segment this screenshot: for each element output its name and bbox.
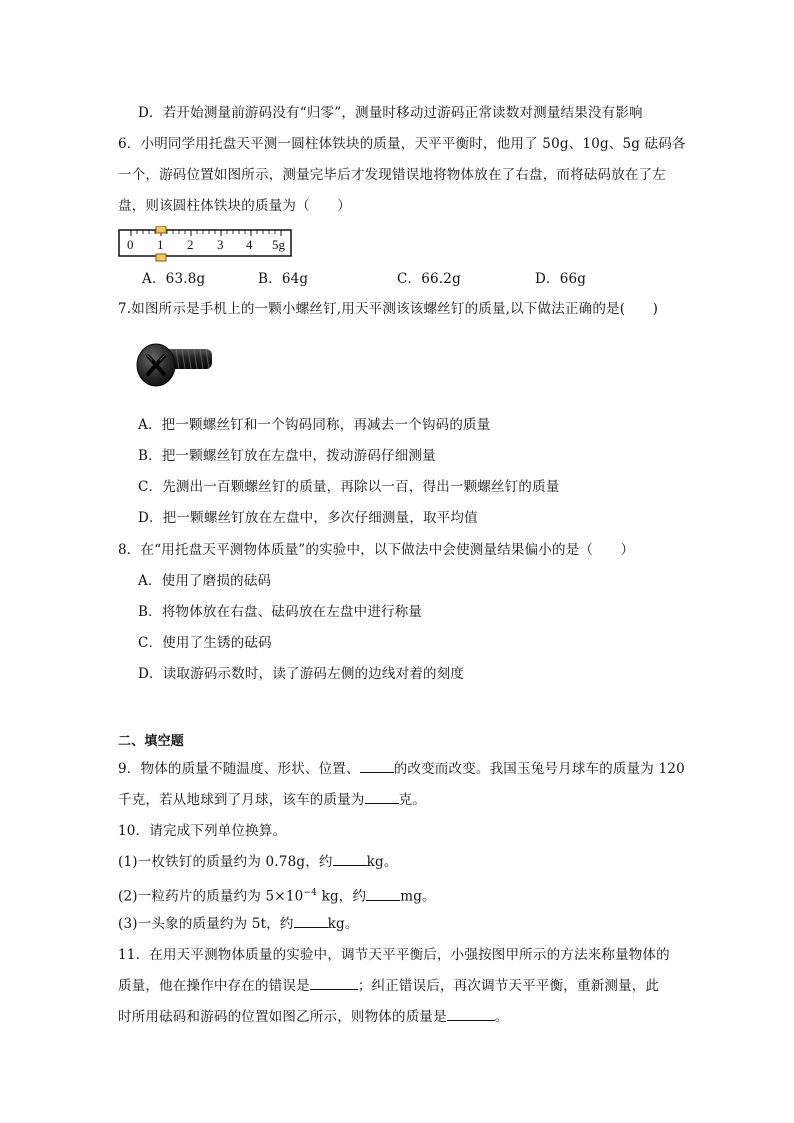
q7-option-a: A．把一颗螺丝钉和一个钩码同称，再减去一个钩码的质量	[138, 417, 491, 433]
q8-option-b: B．将物体放在右盘、砝码放在左盘中进行称量	[138, 604, 423, 620]
q6-stem-line1: 6．小明同学用托盘天平测一圆柱体铁块的质量，天平平衡时，他用了 50g、10g、5g 砝码各	[118, 136, 686, 152]
q10-p3-unit: kg。	[327, 916, 359, 932]
q6-option-a: A．63.8g	[142, 271, 206, 287]
q8-option-c: C．使用了生锈的砝码	[138, 635, 272, 651]
q10-p2-unit2: mg。	[400, 888, 436, 905]
scale-frame	[119, 230, 291, 256]
q10-part2	[118, 884, 436, 906]
q11-blank-1[interactable]	[310, 977, 358, 990]
q6-option-d: D．66g	[535, 271, 587, 287]
q11-line1: 11．在用天平测物体质量的实验中，调节天平平衡后，小强按图甲所示的方法来称量物体的	[118, 947, 670, 963]
q9-line2	[118, 791, 426, 809]
q7-option-b: B．把一颗螺丝钉放在左盘中，拨动游码仔细测量	[138, 448, 436, 464]
q10-p2-unit: kg，约	[317, 888, 367, 905]
q11-text-c: 时所用砝码和游码的位置如图乙所示，则物体的质量是	[118, 1009, 447, 1025]
scale-label-0: 0	[127, 237, 134, 252]
q9-text-c: 千克，若从地球到了月球，该车的质量为	[118, 792, 365, 808]
q7-option-c: C．先测出一百颗螺丝钉的质量，再除以一百，得出一颗螺丝钉的质量	[138, 479, 560, 495]
q9-text-a: 9．物体的质量不随温度、形状、位置、	[118, 761, 360, 777]
q8-option-d: D．读取游码示数时，读了游码左侧的边线对着的刻度	[138, 666, 465, 682]
q6-stem-line3: 盘，则该圆柱体铁块的质量为（ ）	[118, 198, 351, 214]
q10-blank-3[interactable]	[294, 915, 328, 928]
scale-label-5g: 5g	[272, 237, 285, 252]
section-title: 二、填空题	[118, 734, 185, 749]
q11-text-d: 。	[494, 1009, 509, 1025]
q11-text-b: ；纠正错误后，再次调节天平平衡，重新测量，此	[357, 978, 660, 994]
q7-option-d: D．把一颗螺丝钉放在左盘中，多次仔细测量，取平均值	[138, 510, 478, 526]
q10-part1	[118, 853, 398, 871]
q11-line3	[118, 1008, 509, 1026]
q9-text-b: 的改变而改变。我国玉兔号月球车的质量为 120	[393, 761, 685, 777]
q11-line2	[118, 977, 659, 995]
q7-stem: 7.如图所示是手机上的一颗小螺丝钉,用天平测该该螺丝钉的质量,以下做法正确的是( )	[118, 301, 659, 317]
scale-label-3: 3	[217, 237, 224, 252]
scale-label-4: 4	[246, 237, 253, 252]
q11-blank-2[interactable]	[447, 1008, 495, 1021]
q9-blank-1[interactable]	[360, 760, 394, 773]
screw-image	[134, 338, 218, 392]
q10-blank-1[interactable]	[333, 853, 367, 866]
rider-scale-figure	[118, 226, 296, 262]
q10-part3	[118, 915, 359, 933]
q6-option-c: C．66.2g	[397, 271, 461, 287]
q10-p1-unit: kg。	[366, 854, 398, 870]
q10-stem: 10．请完成下列单位换算。	[118, 823, 287, 839]
q6-stem-line2: 一个，游码位置如图所示，测量完毕后才发现错误地将物体放在了右盘，而将砝码放在了左	[118, 167, 666, 183]
scale-label-1: 1	[157, 237, 164, 252]
q10-p2-exponent: −4	[303, 888, 318, 898]
q8-option-a: A．使用了磨损的砝码	[138, 573, 272, 589]
q10-p3-text: (3)一头象的质量约为 5t，约	[118, 916, 294, 932]
q5-option-d: D．若开始测量前游码没有“归零”，测量时移动过游码正常读数对测量结果没有影响	[138, 105, 643, 121]
q11-text-a: 质量，他在操作中存在的错误是	[118, 978, 310, 994]
q8-stem: 8．在“用托盘天平测物体质量”的实验中，以下做法中会使测量结果偏小的是（ ）	[118, 542, 635, 558]
q10-p1-text: (1)一枚铁钉的质量约为 0.78g，约	[118, 854, 333, 870]
q9-blank-2[interactable]	[365, 791, 399, 804]
q9-line1	[118, 760, 685, 778]
q10-blank-2[interactable]	[366, 888, 400, 901]
q10-p2-text: (2)一粒药片的质量约为 5×10	[118, 888, 304, 905]
q6-option-b: B．64g	[258, 271, 309, 287]
q9-text-d: 克。	[398, 792, 427, 808]
scale-label-2: 2	[187, 237, 194, 252]
